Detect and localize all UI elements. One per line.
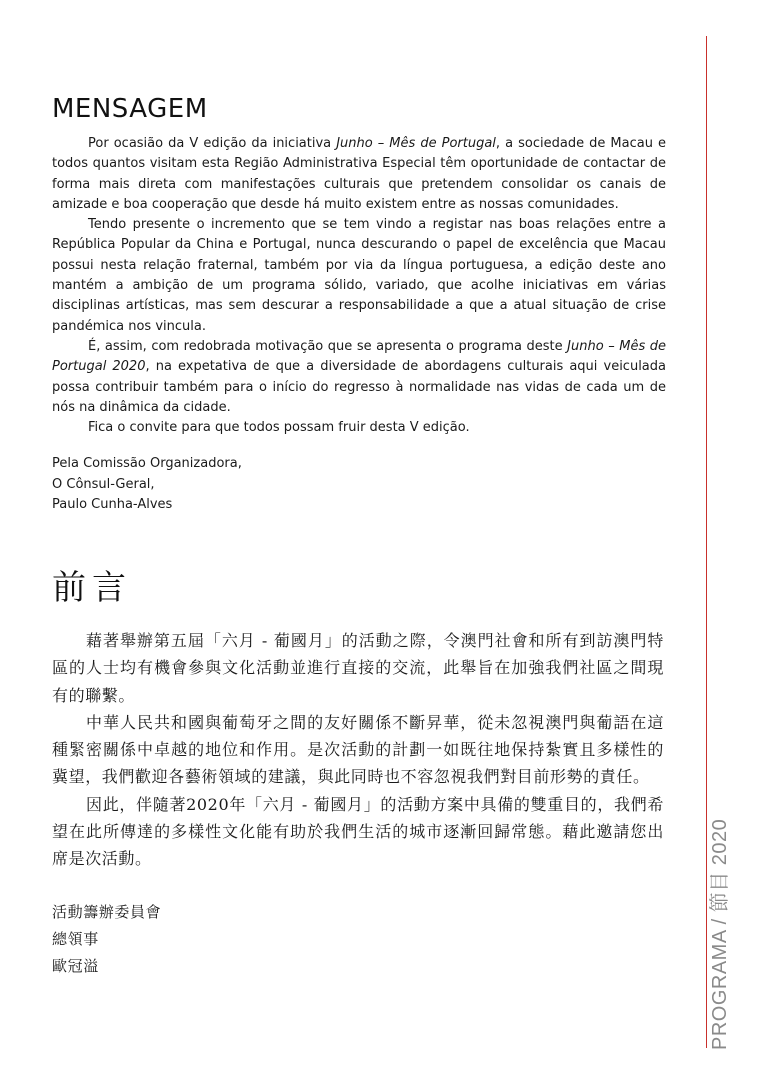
zh-signature [52,899,664,980]
pt-paragraph-3 [52,337,666,418]
page-title-mensagem: MENSAGEM [52,94,208,124]
portuguese-message-section [52,94,666,515]
pt-signature [52,454,666,515]
pt-p1-text-a: Por ocasião da V edição da iniciativa [88,136,337,151]
pt-paragraph-1 [52,134,666,215]
zh-paragraph-1: 藉著舉辦第五屆「六月 - 葡國月」的活動之際，令澳門社會和所有到訪澳門特區的人士均有機會參與文化活動並進行直接的交流，此舉旨在加強我們社區之間現有的聯繫。 [52,631,664,705]
zh-paragraph-2: 中華人民共和國與葡萄牙之間的友好關係不斷昇華，從未忽視澳門與葡語在這種緊密關係中卓越的地位和作用。是次活動的計劃一如既往地保持紮實且多樣性的冀望，我們歡迎各藝術領域的建議，與此同時也不容忽視我們對目前形勢的責任。 [52,712,664,787]
pt-signature-line-3: Paulo Cunha-Alves [52,497,173,513]
pt-p3-text-c: , na expetativa de que a diversidade de abordagens culturais aqui veiculada possa contribuir também para o início do regresso à normalidade nas vidas de cada um de nós na dinâmica da cidade. [52,359,666,415]
side-label-programa: PROGRAMA / 節目 2020 [709,818,731,1050]
page-title-qianyan: 前言 [52,568,132,608]
pt-p3-italic-title: Junho – Mês de Portugal 2020 [52,338,667,375]
pt-paragraph-2: Tendo presente o incremento que se tem vindo a registar nas boas relações entre a República Popular da China e Portugal, nunca descurando o papel de excelência que Macau possui nesta relação fraternal, também por via da língua portuguesa, a edição deste ano mantém a ambição de um programa sólido, variado, que acolhe iniciativas em várias disciplinas artísticas, mas sem descurar a responsabilidade a que a atual situação de crise pandémica nos vincula. [52,217,666,334]
pt-signature-line-1: Pela Comissão Organizadora, [52,456,242,472]
zh-paragraph-3: 因此，伴隨著2020年「六月 - 葡國月」的活動方案中具備的雙重目的，我們希望在此所傳達的多樣性文化能有助於我們生活的城市逐漸回歸常態。藉此邀請您出席是次活動。 [52,794,664,869]
chinese-message-section [52,560,664,980]
pt-p1-text-c: , a sociedade de Macau e todos quantos visitam esta Região Administrativa Especial têm oportunidade de contactar de forma mais direta com manifestações culturais que pretendem consolidar os canais de amizade e boa cooperação que desde há muito existem entre as nossas comunidades. [52,136,666,212]
zh-signature-line-3: 歐冠溢 [52,956,99,975]
pt-p1-italic-title: Junho – Mês de Portugal [336,136,496,151]
pt-signature-line-2: O Cônsul-Geral, [52,476,155,492]
pt-p3-text-a: É, assim, com redobrada motivação que se apresenta o programa deste [88,338,568,354]
zh-signature-line-2: 總領事 [52,929,99,948]
pt-paragraph-4: Fica o convite para que todos possam fruir desta V edição. [88,420,470,436]
zh-signature-line-1: 活動籌辦委員會 [52,902,162,921]
